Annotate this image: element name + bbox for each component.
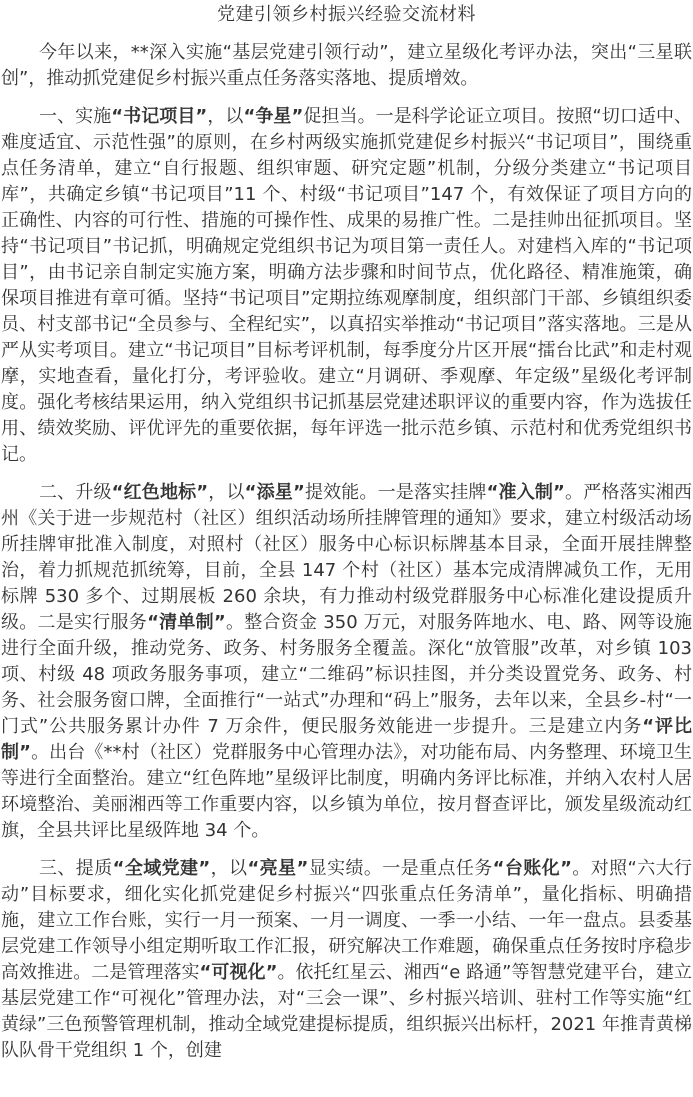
paragraph-text: ，以 xyxy=(208,482,245,503)
paragraph-text: 提效能。一是落实挂牌 xyxy=(304,482,487,503)
paragraph-text: 。对照“六大行动”目标要求，细化实化抓党建促乡村振兴“四张重点任务清单”，量化指标、明确措施，建立工作台账，实行一月一预案、一月一调度、一季一小结、一年一盘点。县委基层党建工作领导小组定期听取工作汇报，研究解决工作难题，确保重点任务按时序稳步高效推进。二是管理落实 xyxy=(1,858,693,983)
paragraph-text: 显实绩。一是重点任务 xyxy=(308,858,493,879)
paragraph-section-2 xyxy=(1,480,692,844)
paragraph-section-3 xyxy=(1,856,692,1064)
emphasis-text: “评比制” xyxy=(1,716,693,763)
paragraph-intro xyxy=(1,40,692,92)
emphasis-text: “清单制” xyxy=(147,612,226,633)
paragraph-text: 。出台《**村（社区）党群服务中心管理办法》，对功能布局、内务整理、环境卫生等进行全面整治。建立“红色阵地”星级评比制度，明确内务评比标准，并纳入农村人居环境整治、美丽湘西等工作重要内容，以乡镇为单位，按月督查评比，颁发星级流动红旗，全县共评比星级阵地 34 个。 xyxy=(1,742,692,841)
document-body xyxy=(1,40,692,1064)
emphasis-text: “书记项目” xyxy=(111,106,208,127)
paragraph-text: 三、提质 xyxy=(39,858,113,879)
paragraph-text: 促担当。一是科学论证立项目。按照“切口适中、难度适宜、示范性强”的原则，在乡村两级实施抓党建促乡村振兴“书记项目”，围绕重点任务清单，建立“自行报题、组织审题、研究定题”机制，分级分类建立“书记项目库”，共确定乡镇“书记项目”11 个、村级“书记项目”147 个，有效保证了项目方向的正确性、内容的可行性、措施的可操作性、成果的易推广性。二是挂帅出征抓项目。坚持“书记项目”书记抓，明确规定党组织书记为项目第一责任人。对建档入库的“书记项目”，由书记亲自制定实施方案，明确方法步骤和时间节点，优化路径、精准施策，确保项目推进有章可循。坚持“书记项目”定期拉练观摩制度，组织部门干部、乡镇组织委员、村支部书记“全员参与、全程纪实”，以真招实举推动“书记项目”落实落地。三是从严从实考项目。建立“书记项目”目标考评机制，每季度分片区开展“擂台比武”和走村观摩，实地查看，量化打分，考评验收。建立“月调研、季观摩、年定级”星级化考评制度。强化考核结果运用，纳入党组织书记抓基层党建述职评议的重要内容，作为选拔任用、绩效奖励、评优评先的重要依据，每年评选一批示范乡镇、示范村和优秀党组织书记。 xyxy=(1,106,693,465)
emphasis-text: “全域党建” xyxy=(112,858,211,879)
emphasis-text: “争星” xyxy=(243,106,304,127)
paragraph-section-1 xyxy=(1,104,692,468)
paragraph-text: 二、升级 xyxy=(39,482,112,503)
paragraph-text: 。依托红星云、湘西“e 路通”等智慧党建平台，建立基层党建工作“可视化”管理办法，对“三会一课”、乡村振兴培训、驻村工作等实施“红黄绿”三色预警管理机制，推动全域党建提标提质，组织振兴出标杆，2021 年推青黄梯队队骨干党组织 1 个，创建 xyxy=(1,962,692,1061)
emphasis-text: “添星” xyxy=(244,482,305,503)
paragraph-text: 。严格落实湘西州《关于进一步规范村（社区）组织活动场所挂牌管理的通知》要求，建立村级活动场所挂牌审批准入制度，对照村（社区）服务中心标识标牌基本目录，全面开展挂牌整治，着力抓规范抓统筹，目前，全县 147 个村（社区）基本完成清牌减负工作，无用标牌 530 多个、过期展板 260 余块，有力推动村级党群服务中心标准化建设提质升级。二是实行服务 xyxy=(1,482,693,633)
paragraph-text: 今年以来，**深入实施“基层党建引领行动”，建立星级化考评办法，突出“三星联创”，推动抓党建促乡村振兴重点任务落实落地、提质增效。 xyxy=(1,42,692,89)
paragraph-text: ，以 xyxy=(207,106,244,127)
document-title: 党建引领乡村振兴经验交流材料 xyxy=(217,4,476,25)
emphasis-text: “可视化” xyxy=(199,962,278,983)
emphasis-text: “准入制” xyxy=(486,482,565,503)
paragraph-text: ，以 xyxy=(210,858,248,879)
emphasis-text: “红色地标” xyxy=(111,482,209,503)
emphasis-text: “亮星” xyxy=(247,858,309,879)
paragraph-text: 一、实施 xyxy=(39,106,112,127)
emphasis-text: “台账化” xyxy=(492,858,572,879)
paragraph-text: 。整合资金 350 万元，对服务阵地水、电、路、网等设施进行全面升级，推动党务、政务、村务服务全覆盖。深化“放管服”改革，对乡镇 103 项、村级 48 项政务服务事项，建立“二维码”标识挂图，并分类设置党务、政务、村务、社会服务窗口牌，全面推行“一站式”办理和“码上”服务，去年以来，全县乡-村“一门式”公共服务累计办件 7 万余件，便民服务效能进一步提升。三是建立内务 xyxy=(1,612,692,737)
